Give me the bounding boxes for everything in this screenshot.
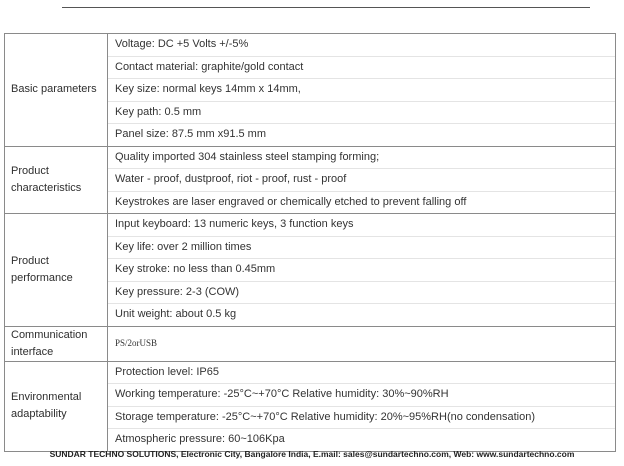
spec-line: Input keyboard: 13 numeric keys, 3 function keys bbox=[108, 214, 615, 237]
spec-line: Protection level: IP65 bbox=[108, 362, 615, 385]
spec-line: Key pressure: 2-3 (COW) bbox=[108, 282, 615, 305]
section-label: Communication interface bbox=[5, 326, 108, 361]
spec-line: Water - proof, dustproof, riot - proof, rust - proof bbox=[108, 169, 615, 192]
section-values bbox=[108, 326, 616, 361]
spec-line: Key path: 0.5 mm bbox=[108, 102, 615, 125]
spec-line: Contact material: graphite/gold contact bbox=[108, 57, 615, 80]
section-values bbox=[108, 361, 616, 451]
spec-line: Keystrokes are laser engraved or chemically etched to prevent falling off bbox=[115, 195, 467, 208]
section-communication-interface bbox=[5, 326, 616, 361]
spec-line: Key stroke: no less than 0.45mm bbox=[108, 259, 615, 282]
section-label: Basic parameters bbox=[5, 34, 108, 147]
section-label: Environmental adaptability bbox=[5, 361, 108, 451]
section-environmental-adaptability bbox=[5, 361, 616, 451]
spec-line: Voltage: DC +5 Volts +/-5% bbox=[108, 34, 615, 57]
section-values bbox=[108, 34, 616, 147]
section-product-characteristics bbox=[5, 146, 616, 214]
spec-line: PS/2orUSB bbox=[115, 337, 158, 348]
section-label: Product characteristics bbox=[5, 146, 108, 214]
spec-line: Atmospheric pressure: 60~106Kpa bbox=[115, 433, 285, 445]
section-product-performance bbox=[5, 214, 616, 327]
section-label: Product performance bbox=[5, 214, 108, 327]
spec-line: Key size: normal keys 14mm x 14mm, bbox=[108, 79, 615, 102]
spec-line: Working temperature: -25°C~+70°C Relative humidity: 30%~90%RH bbox=[108, 384, 615, 407]
spec-line: Unit weight: about 0.5 kg bbox=[115, 308, 237, 320]
spec-line: Storage temperature: -25°C~+70°C Relative humidity: 20%~95%RH(no condensation) bbox=[108, 407, 615, 430]
spec-line: Key life: over 2 million times bbox=[108, 237, 615, 260]
section-values bbox=[108, 214, 616, 327]
section-basic-parameters bbox=[5, 34, 616, 147]
section-values bbox=[108, 146, 616, 214]
spec-table bbox=[4, 33, 616, 452]
spec-line: Panel size: 87.5 mm x91.5 mm bbox=[115, 128, 267, 140]
footer-contact: SUNDAR TECHNO SOLUTIONS, Electronic City, Bangalore India, E.mail: sales@sundartechno.com, Web: www.sundartechno.com bbox=[49, 449, 575, 459]
top-divider bbox=[62, 7, 590, 8]
spec-line: Quality imported 304 stainless steel stamping forming; bbox=[108, 147, 615, 170]
